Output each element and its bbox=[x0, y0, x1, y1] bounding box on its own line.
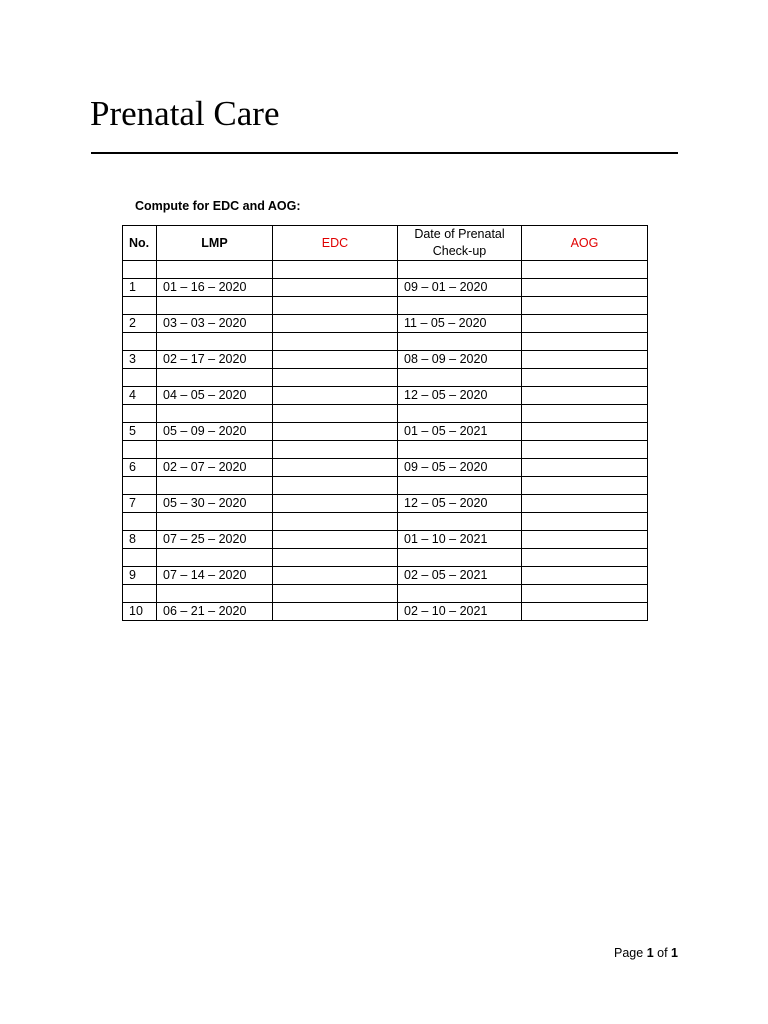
page-title: Prenatal Care bbox=[90, 94, 280, 133]
cell-edc bbox=[273, 567, 398, 585]
cell-no: 1 bbox=[123, 279, 157, 297]
cell-no: 8 bbox=[123, 531, 157, 549]
cell-checkup: 01 – 05 – 2021 bbox=[398, 423, 522, 441]
table-cell-empty bbox=[157, 549, 273, 567]
cell-checkup: 12 – 05 – 2020 bbox=[398, 495, 522, 513]
cell-aog bbox=[522, 387, 648, 405]
table-cell-empty bbox=[398, 261, 522, 279]
cell-aog bbox=[522, 279, 648, 297]
table-cell-empty bbox=[273, 549, 398, 567]
cell-edc bbox=[273, 351, 398, 369]
table-cell-empty bbox=[273, 441, 398, 459]
cell-aog bbox=[522, 603, 648, 621]
table-cell-empty bbox=[522, 441, 648, 459]
header-no: No. bbox=[123, 226, 157, 261]
footer-page-word: Page bbox=[614, 946, 644, 960]
table-cell-empty bbox=[522, 585, 648, 603]
cell-checkup: 01 – 10 – 2021 bbox=[398, 531, 522, 549]
cell-aog bbox=[522, 423, 648, 441]
table-row bbox=[123, 495, 648, 513]
table-cell-empty bbox=[273, 585, 398, 603]
table-header-row bbox=[123, 226, 648, 261]
cell-no: 10 bbox=[123, 603, 157, 621]
cell-aog bbox=[522, 495, 648, 513]
cell-lmp: 05 – 30 – 2020 bbox=[157, 495, 273, 513]
cell-lmp: 04 – 05 – 2020 bbox=[157, 387, 273, 405]
cell-lmp: 03 – 03 – 2020 bbox=[157, 315, 273, 333]
table-cell-empty bbox=[273, 513, 398, 531]
table-cell-empty bbox=[522, 513, 648, 531]
footer-page-current: 1 bbox=[646, 946, 654, 960]
table-cell-empty bbox=[157, 513, 273, 531]
cell-no: 7 bbox=[123, 495, 157, 513]
header-checkup bbox=[398, 226, 522, 261]
table-row bbox=[123, 315, 648, 333]
table-cell-empty bbox=[398, 549, 522, 567]
cell-no: 4 bbox=[123, 387, 157, 405]
table-cell-empty bbox=[123, 333, 157, 351]
cell-lmp: 06 – 21 – 2020 bbox=[157, 603, 273, 621]
table-cell-empty bbox=[273, 405, 398, 423]
cell-checkup: 09 – 01 – 2020 bbox=[398, 279, 522, 297]
table-cell-empty bbox=[157, 585, 273, 603]
table-row bbox=[123, 531, 648, 549]
table-cell-empty bbox=[157, 477, 273, 495]
table-cell-empty bbox=[522, 549, 648, 567]
table-cell-empty bbox=[522, 297, 648, 315]
page-footer bbox=[614, 944, 678, 962]
cell-lmp: 07 – 14 – 2020 bbox=[157, 567, 273, 585]
table-spacer-row bbox=[123, 441, 648, 459]
cell-checkup: 09 – 05 – 2020 bbox=[398, 459, 522, 477]
cell-checkup: 02 – 10 – 2021 bbox=[398, 603, 522, 621]
table-row bbox=[123, 567, 648, 585]
table-cell-empty bbox=[273, 261, 398, 279]
table-cell-empty bbox=[123, 585, 157, 603]
cell-lmp: 01 – 16 – 2020 bbox=[157, 279, 273, 297]
footer-of-word: of bbox=[657, 946, 668, 960]
table-cell-empty bbox=[157, 261, 273, 279]
table-cell-empty bbox=[398, 441, 522, 459]
table-spacer-row bbox=[123, 549, 648, 567]
cell-no: 9 bbox=[123, 567, 157, 585]
cell-aog bbox=[522, 351, 648, 369]
table-cell-empty bbox=[123, 369, 157, 387]
header-edc: EDC bbox=[273, 226, 398, 261]
cell-edc bbox=[273, 423, 398, 441]
cell-no: 6 bbox=[123, 459, 157, 477]
cell-lmp: 02 – 17 – 2020 bbox=[157, 351, 273, 369]
table-cell-empty bbox=[123, 477, 157, 495]
table-row bbox=[123, 387, 648, 405]
cell-lmp: 05 – 09 – 2020 bbox=[157, 423, 273, 441]
header-aog: AOG bbox=[522, 226, 648, 261]
footer-page-total: 1 bbox=[671, 946, 678, 960]
table-spacer-row bbox=[123, 261, 648, 279]
table-cell-empty bbox=[123, 441, 157, 459]
table-cell-empty bbox=[522, 369, 648, 387]
table-cell-empty bbox=[273, 369, 398, 387]
table-cell-empty bbox=[398, 333, 522, 351]
prenatal-table bbox=[122, 225, 648, 621]
table-cell-empty bbox=[157, 441, 273, 459]
cell-edc bbox=[273, 603, 398, 621]
table-cell-empty bbox=[398, 297, 522, 315]
table-cell-empty bbox=[157, 297, 273, 315]
cell-aog bbox=[522, 567, 648, 585]
table-cell-empty bbox=[157, 405, 273, 423]
instruction-text: Compute for EDC and AOG: bbox=[135, 199, 301, 213]
cell-aog bbox=[522, 531, 648, 549]
table-spacer-row bbox=[123, 477, 648, 495]
table-cell-empty bbox=[398, 369, 522, 387]
table-spacer-row bbox=[123, 297, 648, 315]
table-cell-empty bbox=[123, 405, 157, 423]
table-row bbox=[123, 603, 648, 621]
cell-no: 3 bbox=[123, 351, 157, 369]
table-cell-empty bbox=[273, 477, 398, 495]
table-cell-empty bbox=[522, 477, 648, 495]
table-cell-empty bbox=[123, 297, 157, 315]
cell-aog bbox=[522, 315, 648, 333]
table-cell-empty bbox=[398, 477, 522, 495]
table-cell-empty bbox=[398, 585, 522, 603]
table-cell-empty bbox=[157, 333, 273, 351]
cell-aog bbox=[522, 459, 648, 477]
table-cell-empty bbox=[522, 333, 648, 351]
cell-edc bbox=[273, 459, 398, 477]
table-cell-empty bbox=[123, 513, 157, 531]
table-cell-empty bbox=[123, 549, 157, 567]
cell-checkup: 11 – 05 – 2020 bbox=[398, 315, 522, 333]
cell-no: 5 bbox=[123, 423, 157, 441]
header-checkup-line1: Date of Prenatal bbox=[414, 227, 505, 241]
cell-edc bbox=[273, 315, 398, 333]
table-spacer-row bbox=[123, 333, 648, 351]
table-cell-empty bbox=[522, 261, 648, 279]
cell-edc bbox=[273, 531, 398, 549]
cell-no: 2 bbox=[123, 315, 157, 333]
cell-checkup: 12 – 05 – 2020 bbox=[398, 387, 522, 405]
cell-edc bbox=[273, 387, 398, 405]
table-row bbox=[123, 423, 648, 441]
cell-edc bbox=[273, 279, 398, 297]
header-checkup-line2: Check-up bbox=[432, 244, 487, 258]
table-cell-empty bbox=[273, 297, 398, 315]
table-spacer-row bbox=[123, 585, 648, 603]
table-cell-empty bbox=[398, 405, 522, 423]
table-spacer-row bbox=[123, 369, 648, 387]
table-spacer-row bbox=[123, 405, 648, 423]
table-row bbox=[123, 351, 648, 369]
cell-lmp: 07 – 25 – 2020 bbox=[157, 531, 273, 549]
table-cell-empty bbox=[273, 333, 398, 351]
header-lmp: LMP bbox=[157, 226, 273, 261]
cell-checkup: 02 – 05 – 2021 bbox=[398, 567, 522, 585]
cell-edc bbox=[273, 495, 398, 513]
table-spacer-row bbox=[123, 513, 648, 531]
table-body bbox=[123, 261, 648, 621]
table-row bbox=[123, 459, 648, 477]
table-cell-empty bbox=[157, 369, 273, 387]
table-cell-empty bbox=[522, 405, 648, 423]
title-divider bbox=[91, 152, 678, 154]
cell-checkup: 08 – 09 – 2020 bbox=[398, 351, 522, 369]
cell-lmp: 02 – 07 – 2020 bbox=[157, 459, 273, 477]
table-row bbox=[123, 279, 648, 297]
table-cell-empty bbox=[398, 513, 522, 531]
table-cell-empty bbox=[123, 261, 157, 279]
